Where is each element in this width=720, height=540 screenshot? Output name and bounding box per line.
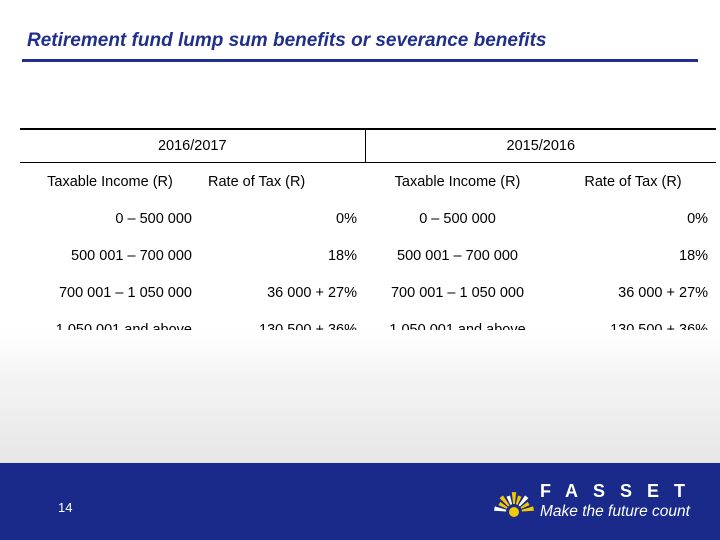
background-gradient bbox=[0, 330, 720, 465]
column-header: Taxable Income (R) bbox=[47, 173, 173, 190]
title-underline bbox=[22, 59, 698, 62]
slide-title: Retirement fund lump sum benefits or severance benefits bbox=[27, 30, 547, 51]
period-header-2016-2017: 2016/2017 bbox=[20, 129, 365, 163]
table-cell: 18% bbox=[327, 247, 358, 264]
period-header-2015-2016: 2015/2016 bbox=[365, 129, 716, 163]
column-header: Taxable Income (R) bbox=[394, 173, 521, 190]
brand-name: FASSET bbox=[540, 481, 701, 501]
table-cell: 0% bbox=[687, 210, 709, 227]
tax-rate-table bbox=[20, 128, 716, 348]
logo-core bbox=[509, 507, 519, 517]
column-header: Rate of Tax (R) bbox=[584, 173, 682, 190]
table-row bbox=[20, 237, 716, 274]
page-number: 14 bbox=[58, 500, 73, 515]
table-cell: 36 000 + 27% bbox=[267, 284, 358, 301]
table-row bbox=[20, 274, 716, 311]
table-row bbox=[20, 200, 716, 237]
table-cell: 0 – 500 000 bbox=[419, 210, 496, 227]
column-header-row bbox=[20, 163, 716, 201]
logo-ray bbox=[512, 492, 516, 504]
table-cell: 700 001 – 1 050 000 bbox=[390, 284, 525, 301]
table-cell: 0% bbox=[336, 210, 358, 227]
brand-tagline: Make the future count bbox=[540, 503, 690, 520]
table-cell: 18% bbox=[679, 247, 709, 264]
table-cell: 500 001 – 700 000 bbox=[71, 247, 192, 264]
table-cell: 36 000 + 27% bbox=[618, 284, 709, 301]
column-header: Rate of Tax (R) bbox=[208, 173, 306, 190]
fasset-sunburst-icon bbox=[490, 482, 536, 522]
table-cell: 700 001 – 1 050 000 bbox=[58, 284, 192, 301]
table-cell: 0 – 500 000 bbox=[115, 210, 192, 227]
table-cell: 500 001 – 700 000 bbox=[397, 247, 518, 264]
